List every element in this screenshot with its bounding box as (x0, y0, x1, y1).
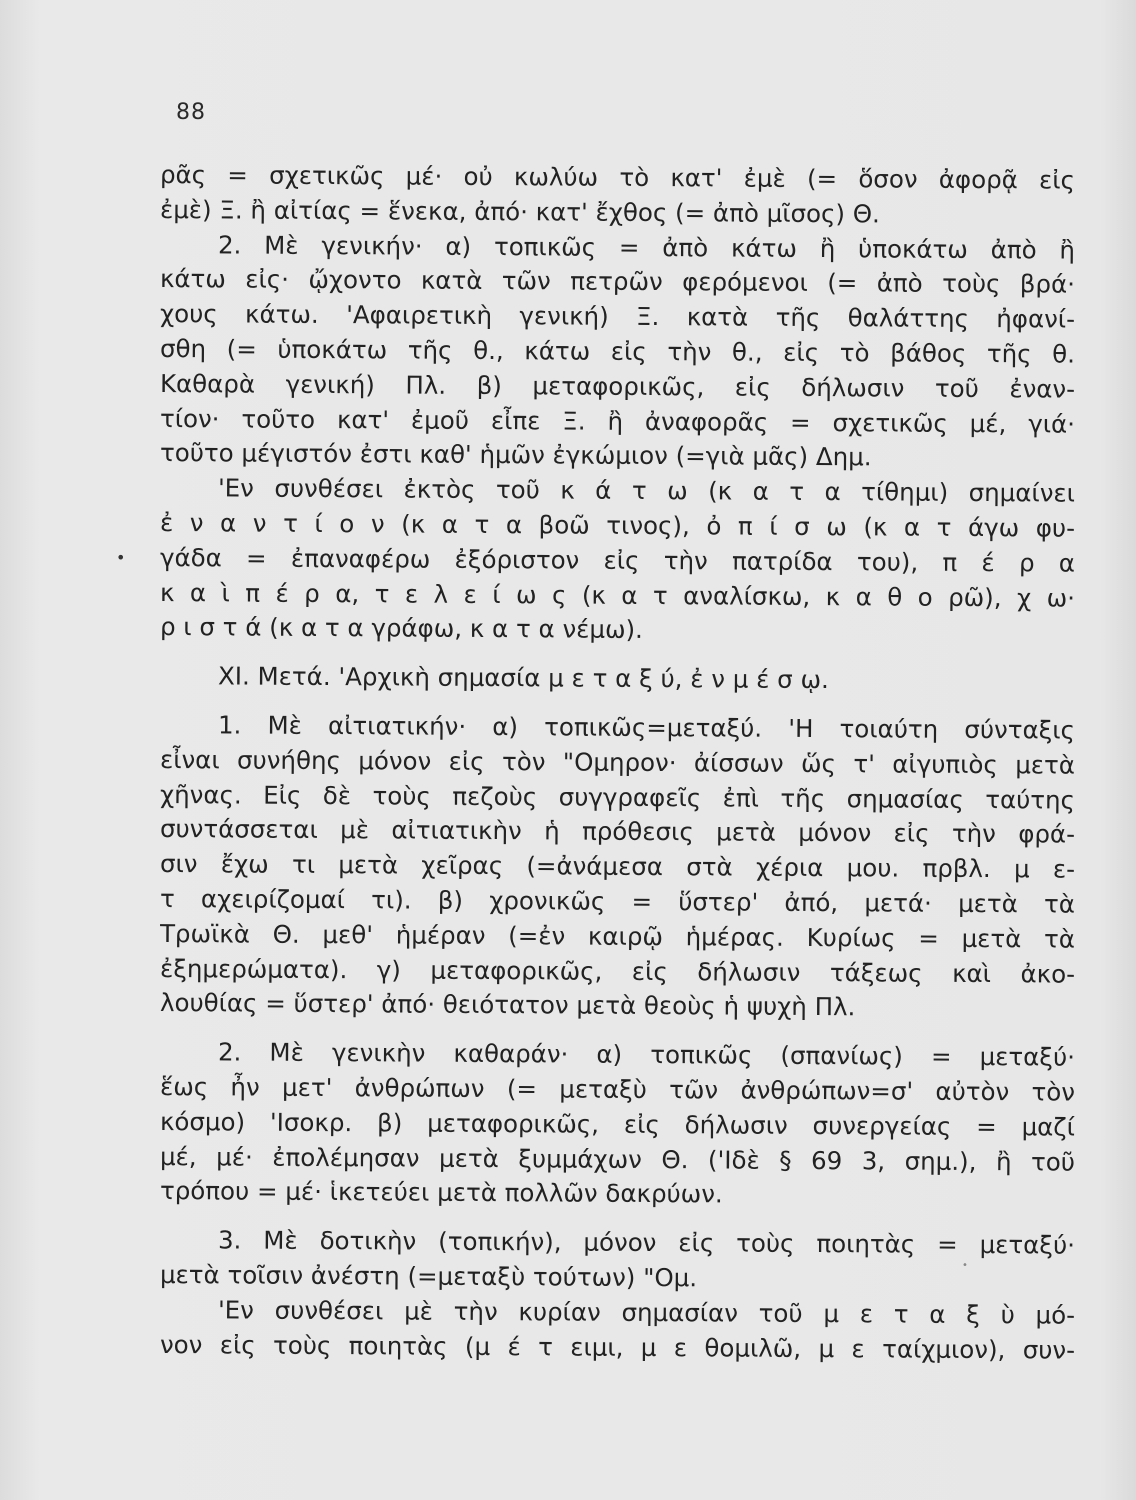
text-line: συντάσσεται μὲ αἰτιατικὴν ἡ πρόθεσις μετὰ μόνον εἰς τὴν φρά- (159, 814, 1076, 849)
text-line: ἐξημερώματα). γ) μεταφορικῶς, εἰς δήλωσιν τάξεως καὶ ἀκο- (159, 953, 1076, 989)
text-line: ἐ ν α ν τ ί ο ν (κ α τ α βοῶ τινος), ὀ π ί σ ω (κ α τ άγω φυ- (159, 507, 1076, 543)
text-line: κάτω εἰς· ᾤχοντο κατὰ τῶν πετρῶν φερόμενοι (= ἀπὸ τοὺς βρά· (159, 264, 1076, 299)
text-line: ἕως ἦν μετ' ἀνθρώπων (= μεταξὺ τῶν ἀνθρώπων=σ' αὐτὸν τὸν (159, 1071, 1076, 1107)
text-line: σιν ἔχω τι μετὰ χεῖρας (=ἀνάμεσα στὰ χέρια μου. πρβλ. μ ε- (159, 849, 1076, 884)
text-line: ρᾶς = σχετικῶς μέ· οὐ κωλύω τὸ κατ' ἐμὲ (= ὅσον ἀφορᾷ εἰς (159, 160, 1076, 195)
text-line: κόσμο) 'Ισοκρ. β) μεταφορικῶς, εἰς δήλωσιν συνεργείας = μαζί (159, 1106, 1076, 1142)
text-line: τρόπου = μέ· ἱκετεύει μετὰ πολλῶν δακρύων. (159, 1176, 723, 1209)
text-line: ρ ι σ τ ά (κ α τ α γράφω, κ α τ α νέμω). (159, 612, 643, 645)
text-line: XI. Μετά. 'Αρχικὴ σημασία μ ε τ α ξ ύ, ἐ ν μ έ σ ῳ. (217, 661, 829, 695)
text-line: γάδα = ἐπαναφέρω ἐξόριστον εἰς τὴν πατρίδα του), π έ ρ α (159, 542, 1076, 578)
text-line: 'Εν συνθέσει ἐκτὸς τοῦ κ ά τ ω (κ α τ α τίθημι) σημαίνει (217, 473, 1076, 508)
text-line: εἶναι συνήθης μόνον εἰς τὸν "Ομηρον· ἀίσσων ὥς τ' αἰγυπιὸς μετὰ (159, 744, 1076, 780)
text-line: 2. Μὲ γενικὴν καθαράν· α) τοπικῶς (σπανίως) = μεταξύ· (217, 1037, 1076, 1072)
text-line: λουθίας = ὕστερ' ἀπό· θειότατον μετὰ θεοὺς ἡ ψυχὴ Πλ. (159, 988, 856, 1022)
text-line: Καθαρὰ γενική) Πλ. β) μεταφορικῶς, εἰς δήλωσιν τοῦ ἐναν- (159, 368, 1076, 404)
text-line: χους κάτω. 'Αφαιρετικὴ γενική) Ξ. κατὰ τῆς θαλάττης ἠφανί- (159, 299, 1076, 334)
text-line: μέ, μέ· ἐπολέμησαν μετὰ ξυμμάχων Θ. ('Ιδὲ § 69 3, σημ.), ἢ τοῦ (159, 1141, 1076, 1177)
text-line: νον εἰς τοὺς ποιητὰς (μ έ τ ειμι, μ ε θομιλῶ, μ ε ταίχμιον), συν- (159, 1329, 1076, 1365)
text-line: Τρωϊκὰ Θ. μεθ' ἡμέραν (=ἐν καιρῷ ἡμέρας. Κυρίως = μετὰ τὰ (159, 918, 1076, 954)
text-line: 3. Μὲ δοτικὴν (τοπικήν), μόνον εἰς τοὺς ποιητὰς = μεταξύ· (217, 1225, 1076, 1260)
ink-speck: • (962, 1260, 968, 1271)
text-line: ἐμὲ) Ξ. ἢ αἰτίας = ἕνεκα, ἀπό· κατ' ἔχθος (= ἀπὸ μῖσος) Θ. (159, 194, 880, 229)
text-line: τίον· τοῦτο κατ' ἐμοῦ εἶπε Ξ. ἢ ἀναφορᾶς = σχετικῶς μέ, γιά· (159, 403, 1076, 439)
text-line: κ α ὶ π έ ρ α, τ ε λ ε ί ω ς (κ α τ αναλίσκω, κ α θ ο ρῶ), χ ω· (159, 577, 1076, 613)
text-line: 1. Μὲ αἰτιατικήν· α) τοπικῶς=μεταξύ. 'Η τοιαύτη σύνταξις (217, 710, 1076, 745)
page-number: 88 (176, 100, 206, 125)
margin-mark: • (116, 548, 126, 567)
text-line: 2. Μὲ γενικήν· α) τοπικῶς = ἀπὸ κάτω ἢ ὑποκάτω ἀπὸ ἢ (217, 229, 1076, 265)
text-line: σθη (= ὑποκάτω τῆς θ., κάτω εἰς τὴν θ., εἰς τὸ βάθος τῆς θ. (159, 333, 1076, 369)
text-line: τοῦτο μέγιστόν ἐστι καθ' ἡμῶν ἐγκώμιον (=γιὰ μᾶς) Δημ. (159, 438, 872, 472)
text-line: τ αχειρίζομαί τι). β) χρονικῶς = ὕστερ' ἀπό, μετά· μετὰ τὰ (159, 883, 1076, 919)
body-text (159, 158, 1076, 1365)
text-line: χῆνας. Εἰς δὲ τοὺς πεζοὺς συγγραφεῖς ἐπὶ τῆς σημασίας ταύτης (159, 779, 1076, 815)
text-line: μετὰ τοῖσιν ἀνέστη (=μεταξὺ τούτων) "Ομ. (159, 1259, 698, 1293)
text-line: 'Εν συνθέσει μὲ τὴν κυρίαν σημασίαν τοῦ μ ε τ α ξ ὺ μό- (217, 1295, 1076, 1330)
